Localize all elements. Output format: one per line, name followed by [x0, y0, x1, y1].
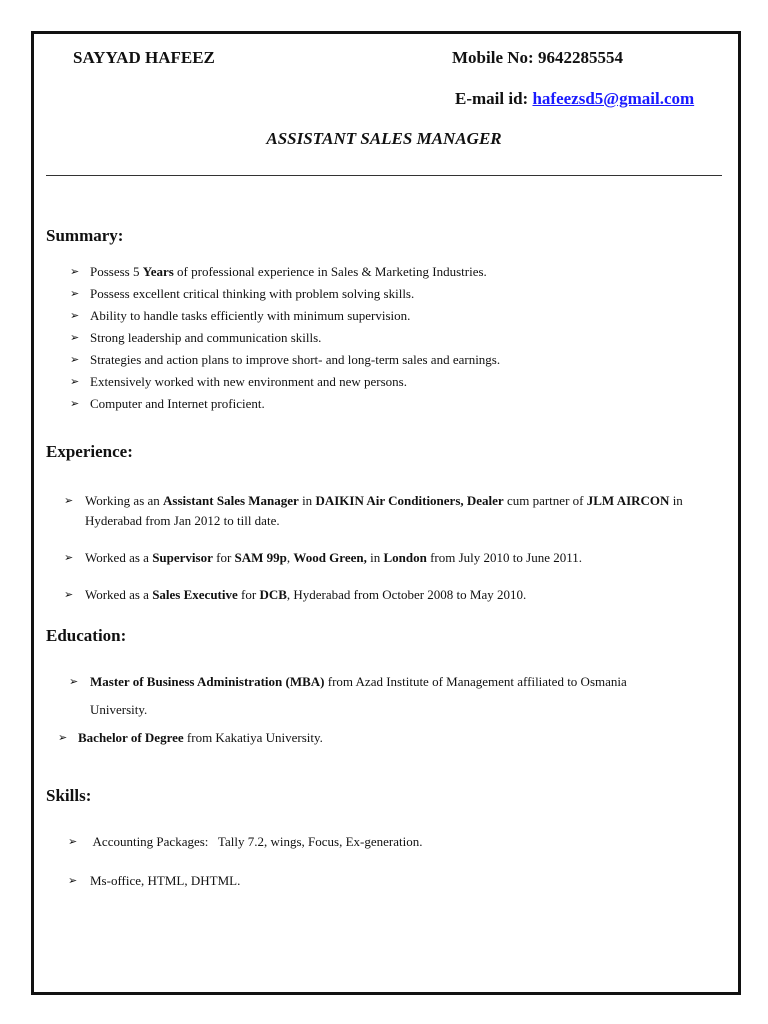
- header-divider: [46, 175, 722, 176]
- summary-item: ➢ Computer and Internet proficient.: [70, 396, 265, 411]
- arrow-bullet-icon: ➢: [70, 375, 80, 388]
- summary-item: ➢ Possess 5 Years of professional experience in Sales & Marketing Industries.: [70, 264, 487, 279]
- mobile-label: Mobile No:: [452, 48, 534, 67]
- arrow-bullet-icon: ➢: [64, 551, 74, 564]
- experience-item: ➢ Working as an Assistant Sales Manager in DAIKIN Air Conditioners, Dealer cum partner of JLM AIRCON in Hyderabad from Jan 2012 to till date.: [64, 493, 683, 528]
- summary-item: ➢ Ability to handle tasks efficiently with minimum supervision.: [70, 308, 411, 323]
- experience-list: [64, 491, 724, 622]
- mobile-value: 9642285554: [537, 48, 623, 67]
- arrow-bullet-icon: ➢: [64, 494, 74, 507]
- summary-item: ➢ Possess excellent critical thinking with problem solving skills.: [70, 286, 415, 301]
- skills-heading: Skills:: [46, 786, 92, 805]
- education-list: [58, 668, 728, 752]
- arrow-bullet-icon: ➢: [70, 265, 80, 278]
- mobile-number: [452, 48, 623, 68]
- skills-item: ➢ Ms-office, HTML, DHTML.: [68, 871, 708, 891]
- candidate-name: SAYYAD HAFEEZ: [73, 48, 215, 67]
- experience-item: ➢ Worked as a Sales Executive for DCB, Hyderabad from October 2008 to May 2010.: [64, 585, 724, 605]
- education-item: ➢ Master of Business Administration (MBA) from Azad Institute of Management affiliated to Osmania University.: [64, 668, 728, 724]
- summary-item: ➢ Extensively worked with new environment and new persons.: [70, 374, 407, 389]
- arrow-bullet-icon: ➢: [64, 588, 74, 601]
- email-label: E-mail id:: [455, 89, 529, 108]
- arrow-bullet-icon: ➢: [70, 287, 80, 300]
- experience-heading: Experience:: [46, 442, 133, 461]
- arrow-bullet-icon: ➢: [69, 675, 79, 688]
- arrow-bullet-icon: ➢: [68, 874, 78, 887]
- summary-item: ➢ Strategies and action plans to improve short- and long-term sales and earnings.: [70, 352, 501, 367]
- arrow-bullet-icon: ➢: [70, 353, 80, 366]
- arrow-bullet-icon: ➢: [68, 835, 78, 848]
- arrow-bullet-icon: ➢: [70, 331, 80, 344]
- job-title: ASSISTANT SALES MANAGER: [266, 129, 502, 148]
- summary-list: [70, 264, 710, 418]
- skills-list: [68, 832, 708, 910]
- summary-heading: Summary:: [46, 226, 124, 245]
- education-heading: Education:: [46, 626, 127, 645]
- education-item: ➢ Bachelor of Degree from Kakatiya University.: [58, 724, 728, 752]
- arrow-bullet-icon: ➢: [58, 731, 68, 744]
- arrow-bullet-icon: ➢: [70, 309, 80, 322]
- arrow-bullet-icon: ➢: [70, 397, 80, 410]
- email-line: [455, 89, 694, 109]
- experience-item: ➢ Worked as a Supervisor for SAM 99p, Wood Green, in London from July 2010 to June 2011.: [64, 548, 724, 568]
- email-link[interactable]: hafeezsd5@gmail.com: [532, 89, 695, 108]
- summary-item: ➢ Strong leadership and communication skills.: [70, 330, 322, 345]
- skills-item: ➢ Accounting Packages: Tally 7.2, wings, Focus, Ex-generation.: [68, 832, 708, 852]
